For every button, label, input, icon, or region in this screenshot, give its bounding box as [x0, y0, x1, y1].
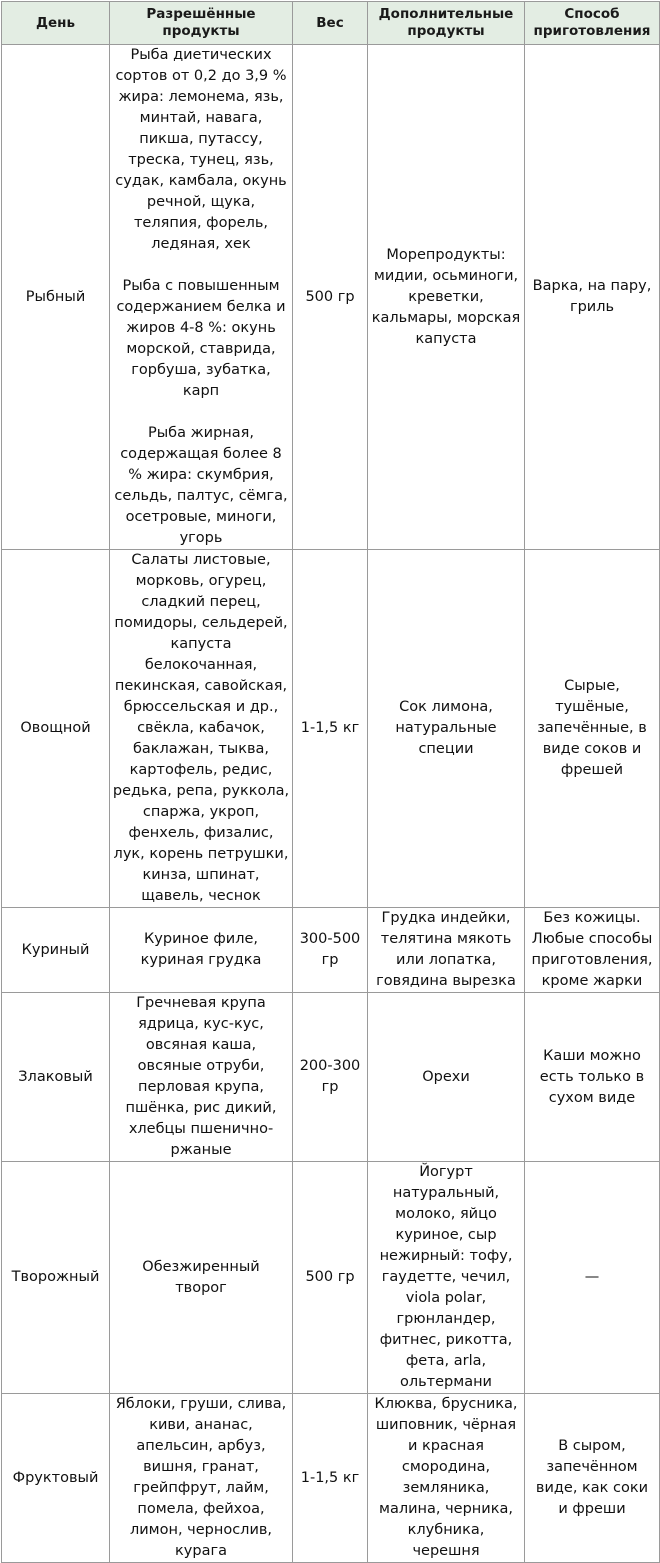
cell-method: В сыром, запечённом виде, как соки и фреши: [525, 1394, 660, 1563]
cell-weight: 1-1,5 кг: [293, 1394, 368, 1563]
table-row-vegetable: [2, 550, 660, 908]
cell-extra: Йогурт натуральный, молоко, яйцо куриное, сыр нежирный: тофу, гаудетте, чечил, viola polar, грюнландер, фитнес, рикотта, фета, arla, ольтермани: [368, 1162, 525, 1394]
table-row-fish: [2, 45, 660, 550]
cell-method: Каши можно есть только в сухом виде: [525, 993, 660, 1162]
cell-products: Куриное филе, куриная грудка: [110, 908, 293, 993]
cell-weight: 200-300 гр: [293, 993, 368, 1162]
cell-day: Овощной: [2, 550, 110, 908]
cell-weight: 1-1,5 кг: [293, 550, 368, 908]
table-row-cereal: [2, 993, 660, 1162]
cell-products: Обезжиренный творог: [110, 1162, 293, 1394]
cell-method: —: [525, 1162, 660, 1394]
table-header-row: [2, 2, 660, 45]
diet-table: [1, 1, 660, 1563]
table-row-chicken: [2, 908, 660, 993]
header-weight: Вес: [293, 2, 368, 45]
table-row-curd: [2, 1162, 660, 1394]
cell-weight: 500 гр: [293, 1162, 368, 1394]
header-method: Способ приготовления: [525, 2, 660, 45]
table-row-fruit: [2, 1394, 660, 1563]
cell-day: Рыбный: [2, 45, 110, 550]
header-products: Разрешённые продукты: [110, 2, 293, 45]
cell-products: Салаты листовые, морковь, огурец, сладкий перец, помидоры, сельдерей, капуста белокочанная, пекинская, савойская, брюссельская и др., свёкла, кабачок, баклажан, тыква, картофель, редис, редька, репа, руккола, спаржа, укроп, фенхель, физалис, лук, корень петрушки, кинза, шпинат, щавель, чеснок: [110, 550, 293, 908]
cell-extra: Сок лимона, натуральные специи: [368, 550, 525, 908]
cell-day: Творожный: [2, 1162, 110, 1394]
cell-products: Гречневая крупа ядрица, кус-кус, овсяная каша, овсяные отруби, перловая крупа, пшёнка, рис дикий, хлебцы пшенично- ржаные: [110, 993, 293, 1162]
cell-extra: Клюква, брусника, шиповник, чёрная и красная смородина, земляника, малина, черника, клубника, черешня: [368, 1394, 525, 1563]
cell-products: Рыба диетических сортов от 0,2 до 3,9 % жира: лемонема, язь, минтай, навага, пикша, путассу, треска, тунец, язь, судак, камбала, окунь речной, щука, теляпия, форель, ледяная, хек Рыба с повышенным содержанием белка и жиров 4-8 %: окунь морской, ставрида, горбуша, зубатка, карп Рыба жирная, содержащая более 8 % жира: скумбрия, сельдь, палтус, сёмга, осетровые, миноги, угорь: [110, 45, 293, 550]
cell-day: Фруктовый: [2, 1394, 110, 1563]
header-extra: Дополнительные продукты: [368, 2, 525, 45]
cell-weight: 300-500 гр: [293, 908, 368, 993]
cell-method: Без кожицы. Любые способы приготовления, кроме жарки: [525, 908, 660, 993]
header-day: День: [2, 2, 110, 45]
cell-method: Сырые, тушёные, запечённые, в виде соков и фрешей: [525, 550, 660, 908]
cell-weight: 500 гр: [293, 45, 368, 550]
cell-day: Злаковый: [2, 993, 110, 1162]
cell-extra: Грудка индейки, телятина мякоть или лопатка, говядина вырезка: [368, 908, 525, 993]
cell-extra: Орехи: [368, 993, 525, 1162]
cell-extra: Морепродукты: мидии, осьминоги, креветки, кальмары, морская капуста: [368, 45, 525, 550]
cell-products: Яблоки, груши, слива, киви, ананас, апельсин, арбуз, вишня, гранат, грейпфрут, лайм, помела, фейхоа, лимон, чернослив, курага: [110, 1394, 293, 1563]
cell-method: Варка, на пару, гриль: [525, 45, 660, 550]
cell-day: Куриный: [2, 908, 110, 993]
